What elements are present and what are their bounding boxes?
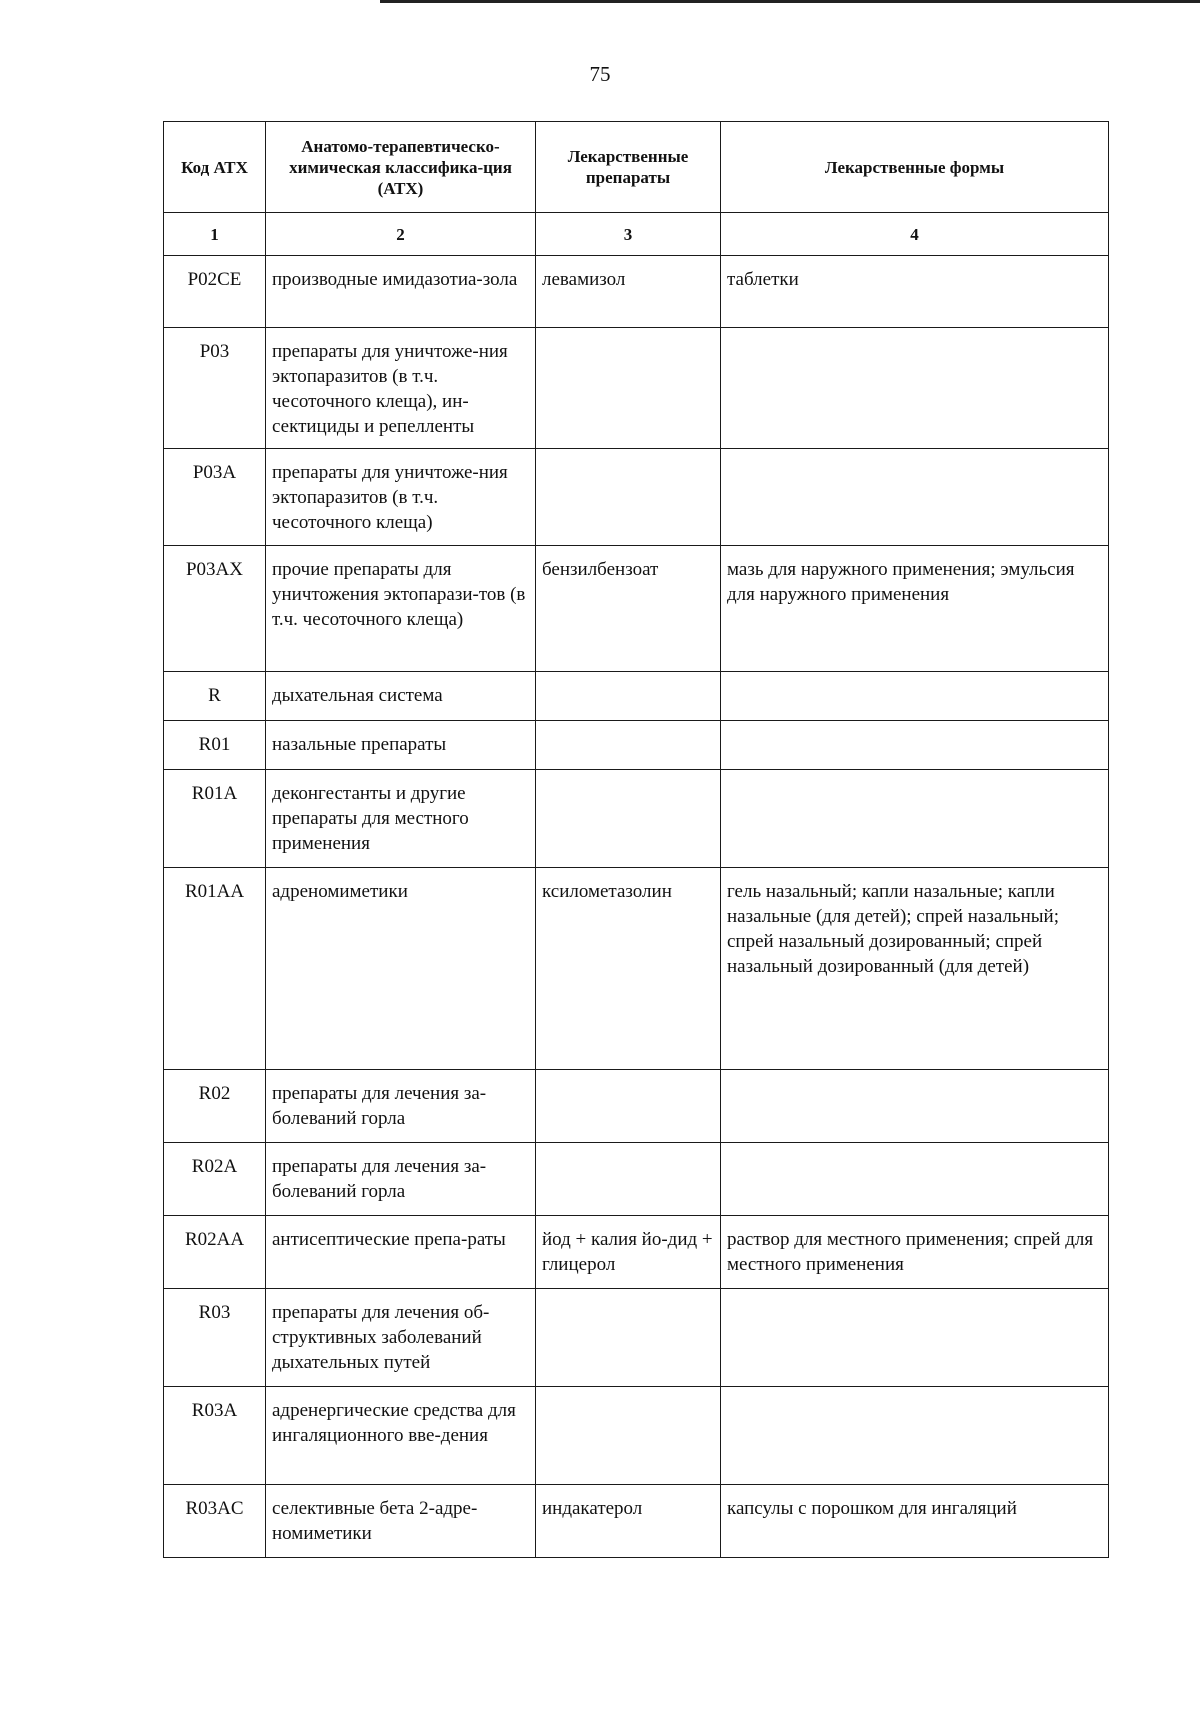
atc-code-cell: P03 <box>164 328 266 449</box>
atc-code-cell: P03AX <box>164 546 266 672</box>
atc-code-cell: R02 <box>164 1070 266 1143</box>
atc-code-cell: R01AA <box>164 868 266 1070</box>
classification-cell: деконгестанты и другие препараты для местного применения <box>266 770 536 868</box>
dosage-forms-cell <box>721 1289 1109 1387</box>
dosage-forms-cell <box>721 1143 1109 1216</box>
dosage-forms-cell <box>721 328 1109 449</box>
table-row <box>164 770 1109 868</box>
dosage-forms-cell: гель назальный; капли назальные; капли назальные (для детей); спрей назальный; спрей назальный дозированный; спрей назальный дозированный (для детей) <box>721 868 1109 1070</box>
table-row <box>164 721 1109 770</box>
table-row <box>164 1143 1109 1216</box>
atc-code-cell: R01 <box>164 721 266 770</box>
atc-code-cell: R03AC <box>164 1485 266 1558</box>
column-number: 2 <box>266 213 536 256</box>
classification-cell: препараты для лечения об-структивных заболеваний дыхательных путей <box>266 1289 536 1387</box>
classification-cell: адреномиметики <box>266 868 536 1070</box>
drug-cell <box>536 328 721 449</box>
classification-cell: прочие препараты для уничтожения эктопарази-тов (в т.ч. чесоточного клеща) <box>266 546 536 672</box>
dosage-forms-cell <box>721 1387 1109 1485</box>
dosage-forms-cell <box>721 449 1109 546</box>
header-classification: Анатомо-терапевтическо-химическая классифика-ция (АТХ) <box>266 122 536 213</box>
header-atc-code: Код АТХ <box>164 122 266 213</box>
atc-code-cell: R02A <box>164 1143 266 1216</box>
table-row <box>164 672 1109 721</box>
drug-cell <box>536 1289 721 1387</box>
drug-cell: ксилометазолин <box>536 868 721 1070</box>
dosage-forms-cell: мазь для наружного применения; эмульсия для наружного применения <box>721 546 1109 672</box>
classification-cell: адренергические средства для ингаляционного вве-дения <box>266 1387 536 1485</box>
classification-cell: препараты для уничтоже-ния эктопаразитов (в т.ч. чесоточного клеща) <box>266 449 536 546</box>
atc-code-cell: R <box>164 672 266 721</box>
drug-cell <box>536 1143 721 1216</box>
classification-cell: назальные препараты <box>266 721 536 770</box>
table-row <box>164 868 1109 1070</box>
drug-cell <box>536 1070 721 1143</box>
column-number-row <box>164 213 1109 256</box>
header-dosage-forms: Лекарственные формы <box>721 122 1109 213</box>
atc-code-cell: R01A <box>164 770 266 868</box>
table-row <box>164 546 1109 672</box>
dosage-forms-cell: таблетки <box>721 256 1109 328</box>
atc-code-cell: R03 <box>164 1289 266 1387</box>
table-row <box>164 1070 1109 1143</box>
dosage-forms-cell <box>721 1070 1109 1143</box>
drug-cell <box>536 721 721 770</box>
drug-cell: левамизол <box>536 256 721 328</box>
dosage-forms-cell <box>721 770 1109 868</box>
classification-cell: препараты для лечения за-болеваний горла <box>266 1070 536 1143</box>
table-row <box>164 256 1109 328</box>
top-rule <box>380 0 1200 3</box>
drug-cell: бензилбензоат <box>536 546 721 672</box>
dosage-forms-cell: капсулы с порошком для ингаляций <box>721 1485 1109 1558</box>
atc-code-cell: R03A <box>164 1387 266 1485</box>
classification-cell: препараты для уничтоже-ния эктопаразитов (в т.ч. чесоточного клеща), ин-сектициды и репелленты <box>266 328 536 449</box>
table-row <box>164 1485 1109 1558</box>
drug-cell <box>536 1387 721 1485</box>
classification-cell: антисептические препа-раты <box>266 1216 536 1289</box>
drug-cell <box>536 449 721 546</box>
table-row <box>164 1289 1109 1387</box>
dosage-forms-cell: раствор для местного применения; спрей для местного применения <box>721 1216 1109 1289</box>
table-row <box>164 328 1109 449</box>
classification-cell: дыхательная система <box>266 672 536 721</box>
column-number: 3 <box>536 213 721 256</box>
column-number: 1 <box>164 213 266 256</box>
header-drugs: Лекарственные препараты <box>536 122 721 213</box>
drug-cell: йод + калия йо-дид + глицерол <box>536 1216 721 1289</box>
drug-cell: индакатерол <box>536 1485 721 1558</box>
table-row <box>164 1387 1109 1485</box>
atc-code-cell: P03A <box>164 449 266 546</box>
atc-table <box>163 121 1109 1558</box>
column-number: 4 <box>721 213 1109 256</box>
header-row <box>164 122 1109 213</box>
dosage-forms-cell <box>721 672 1109 721</box>
drug-cell <box>536 672 721 721</box>
dosage-forms-cell <box>721 721 1109 770</box>
page-number: 75 <box>589 62 611 86</box>
table-row <box>164 1216 1109 1289</box>
drug-cell <box>536 770 721 868</box>
atc-code-cell: R02AA <box>164 1216 266 1289</box>
atc-code-cell: P02CE <box>164 256 266 328</box>
classification-cell: производные имидазотиа-зола <box>266 256 536 328</box>
classification-cell: селективные бета 2-адре-номиметики <box>266 1485 536 1558</box>
classification-cell: препараты для лечения за-болеваний горла <box>266 1143 536 1216</box>
table-row <box>164 449 1109 546</box>
